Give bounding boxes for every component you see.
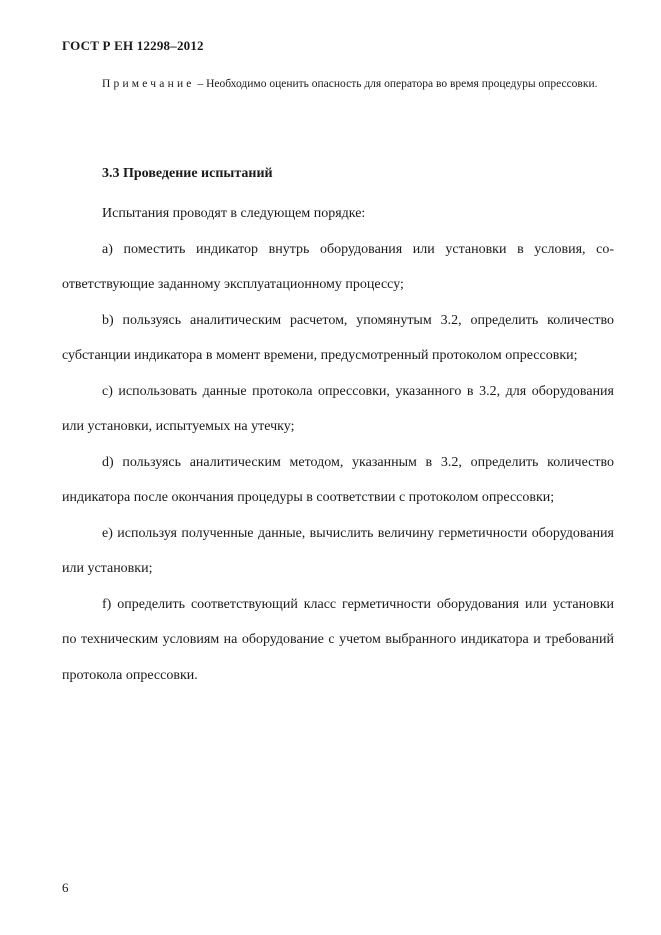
document-header: ГОСТ Р ЕН 12298–2012 xyxy=(62,38,204,53)
note xyxy=(62,68,614,101)
paragraph-step-d: d) пользуясь аналитическим методом, указанным в 3.2, определить количество индикатора после окончания процедуры в соответствии с протоколом опрессовки; xyxy=(62,454,614,505)
paragraph-step-c: c) использовать данные протокола опрессовки, указанного в 3.2, для оборудования или установки, испытуемых на утечку; xyxy=(62,383,614,434)
paragraph-step-e: e) используя полученные данные, вычислить величину герметичности оборудования или установки; xyxy=(62,525,614,576)
paragraph-step-a: a) поместить индикатор внутрь оборудования или установки в условия, соответствующие заданному эксплуатационному процессу; xyxy=(62,241,614,292)
paragraph-intro: Испытания проводят в следующем порядке: xyxy=(102,206,366,221)
section-body xyxy=(62,196,614,693)
note-text: – Необходимо оценить опасность для оператора во время процедуры опрессовки. xyxy=(194,78,598,90)
paragraph-step-b: b) пользуясь аналитическим расчетом, упомянутым 3.2, определить количество субстанции индикатора в момент времени, предусмотренный протоколом опрессовки; xyxy=(62,312,614,363)
section-title: 3.3 Проведение испытаний xyxy=(102,166,273,181)
paragraph-step-f: f) определить соответствующий класс герметичности оборудования или установки по техническим условиям на оборудование с учетом выбранного индикатора и требований протокола опрессовки. xyxy=(62,596,614,683)
page-number: 6 xyxy=(62,880,69,895)
note-label: Примечание xyxy=(102,78,195,90)
